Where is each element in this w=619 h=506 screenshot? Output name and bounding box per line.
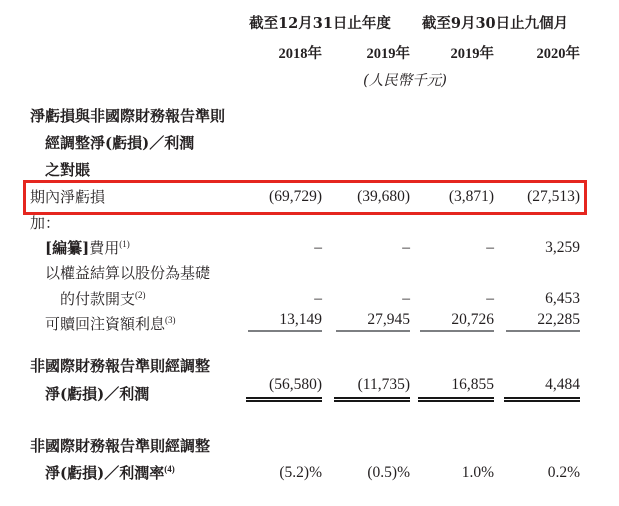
value-cell: – bbox=[314, 289, 322, 307]
section-title-line2: 經調整淨(虧損)／利潤 bbox=[45, 133, 195, 152]
row-label: 淨(虧損)／利潤 bbox=[45, 384, 150, 403]
header-spacer bbox=[30, 34, 230, 65]
value-cell: 22,285 bbox=[494, 309, 580, 334]
table-row bbox=[30, 8, 580, 34]
spacer-row bbox=[30, 92, 580, 100]
table-row-net-loss bbox=[30, 180, 580, 207]
section-title-line1: 淨虧損與非國際財務報告準則 bbox=[30, 106, 226, 125]
value-cell: 16,855 bbox=[410, 376, 494, 404]
value-cell: (39,680) bbox=[357, 187, 411, 205]
footnote-marker: (1) bbox=[119, 238, 130, 249]
value-cell: – bbox=[486, 238, 495, 256]
value-cell: (56,580) bbox=[230, 376, 322, 404]
value-cell: (69,729) bbox=[269, 187, 322, 205]
footnote-marker: (3) bbox=[165, 314, 176, 325]
footnote-marker: (4) bbox=[164, 463, 175, 474]
table-row-share-based-l1 bbox=[30, 258, 580, 283]
redacted-bracket-label: [編纂] bbox=[45, 238, 90, 257]
value-cell: (5.2)% bbox=[279, 464, 322, 481]
header-spacer bbox=[30, 8, 230, 34]
value-cell: (11,735) bbox=[322, 376, 410, 404]
header-spacer bbox=[30, 65, 230, 92]
value-cell: – bbox=[402, 289, 411, 307]
table-row-adjusted-margin bbox=[30, 456, 580, 483]
year-column-2018: 2018年 bbox=[278, 46, 322, 63]
value-cell: 6,453 bbox=[545, 289, 581, 307]
table-row-redeemable-interest bbox=[30, 309, 580, 334]
value-cell: – bbox=[402, 238, 411, 256]
value-cell: 4,484 bbox=[494, 376, 580, 404]
value-cell: 1.0% bbox=[461, 464, 495, 481]
row-label: [編纂]費用$^{(1)}$ bbox=[45, 238, 130, 257]
table-row-share-based-l2 bbox=[30, 283, 580, 309]
value-cell: 20,726 bbox=[410, 309, 494, 334]
value-cell: 0.2% bbox=[547, 464, 581, 481]
row-label: 期內淨虧損 bbox=[30, 187, 106, 206]
table-row bbox=[30, 153, 580, 180]
row-label: 加： bbox=[30, 213, 61, 232]
value-cell: 3,259 bbox=[545, 238, 581, 256]
table-row-listing-expenses bbox=[30, 233, 580, 258]
row-label: 的付款開支$^{(2)}$ bbox=[60, 289, 146, 308]
row-label: 可贖回注資額利息$^{(3)}$ bbox=[45, 314, 176, 333]
table-row bbox=[30, 126, 580, 153]
table-row-add bbox=[30, 207, 580, 233]
year-column-2019-9m: 2019年 bbox=[450, 46, 495, 63]
value-cell: (27,513) bbox=[527, 187, 581, 205]
table-row bbox=[30, 65, 580, 92]
financial-table bbox=[30, 8, 580, 483]
period-group-9m: 截至9月30日止九個月 bbox=[421, 15, 569, 33]
row-label: 淨(虧損)／利潤率$^{(4)}$ bbox=[45, 463, 175, 482]
value-cell: – bbox=[486, 289, 495, 307]
spacer-row bbox=[30, 404, 580, 430]
value-cell: (3,871) bbox=[448, 187, 495, 205]
table-row-margin-title bbox=[30, 430, 580, 456]
row-label: 以權益結算以股份為基礎 bbox=[45, 263, 211, 282]
table-row bbox=[30, 34, 580, 65]
value-cell: 27,945 bbox=[322, 309, 410, 334]
period-group-fy: 截至12月31日止年度 bbox=[249, 15, 391, 33]
table-row bbox=[30, 100, 580, 126]
row-label: 非國際財務報告準則經調整 bbox=[30, 436, 211, 455]
value-cell: – bbox=[314, 238, 322, 256]
currency-unit-note: (人民幣千元) bbox=[363, 73, 447, 90]
table-row-adjusted-title bbox=[30, 350, 580, 376]
section-title-line3: 之對賬 bbox=[45, 160, 91, 179]
value-cell: (0.5)% bbox=[367, 464, 411, 481]
table-row-adjusted-net bbox=[30, 376, 580, 404]
spacer-row bbox=[30, 334, 580, 350]
value-cell: 13,149 bbox=[230, 309, 322, 334]
footnote-marker: (2) bbox=[135, 289, 146, 300]
year-column-2020-9m: 2020年 bbox=[536, 46, 581, 63]
year-column-2019fy: 2019年 bbox=[366, 46, 411, 63]
row-label: 非國際財務報告準則經調整 bbox=[30, 356, 211, 375]
